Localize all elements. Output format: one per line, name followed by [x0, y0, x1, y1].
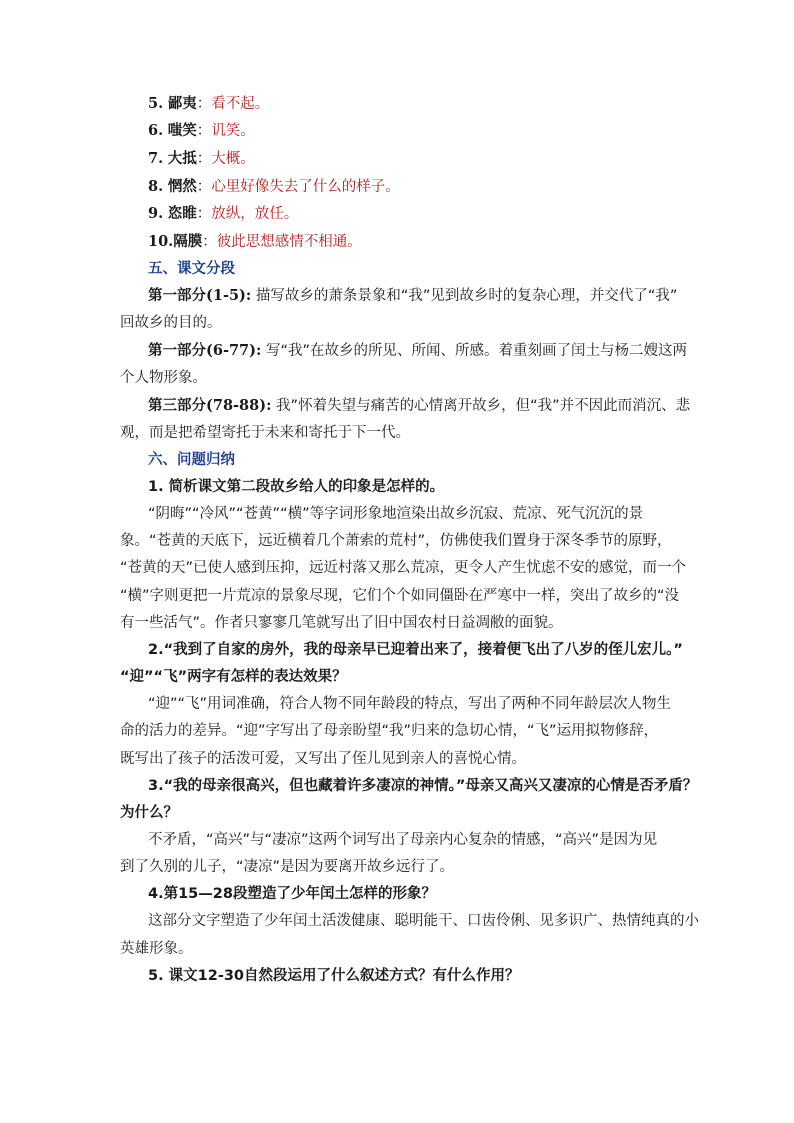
vocab-definition: 大概。 [211, 151, 255, 167]
part-label: 第三部分(78-88): [148, 397, 272, 414]
vocab-item-9 [148, 204, 298, 224]
part-1-line-2: 回故乡的目的。 [120, 315, 222, 331]
vocab-term: 惘然 [167, 179, 197, 195]
answer-3-line-1: 不矛盾，“高兴”与“凄凉”这两个词写出了母亲内心复杂的情感，“高兴”是因为见 [148, 832, 658, 848]
part-label: 第一部分(1-5): [148, 287, 252, 304]
vocab-term: 鄙夷 [167, 96, 197, 112]
answer-2-line-3: 既写出了孩子的活泼可爱，又写出了侄儿见到亲人的喜悦心情。 [120, 751, 526, 767]
part-2-line-1 [148, 341, 687, 361]
question-1: 1. 简析课文第二段故乡给人的印象是怎样的。 [148, 479, 445, 495]
vocab-number: 7. [148, 150, 164, 167]
vocab-term: 恣睢 [167, 206, 197, 222]
part-text: 我”怀着失望与痛苦的心情离开故乡，但“我”并不因此而消沉、悲 [271, 398, 691, 414]
question-2-line-2: “迎”“飞”两字有怎样的表达效果？ [120, 669, 347, 685]
answer-1-line-3: “苍黄的天”已使人感到压抑，远近村落又那么荒凉，更令人产生忧虑不安的感觉，而一个 [120, 560, 687, 576]
question-2-line-1: 2.“我到了自家的房外，我的母亲早已迎着出来了，接着便飞出了八岁的侄儿宏儿。” [148, 642, 683, 658]
part-text: 写“我”在故乡的所见、所闻、所感。着重刻画了闰土与杨二嫂这两 [261, 343, 687, 359]
part-label: 第一部分(6-77): [148, 342, 262, 359]
vocab-definition: 放纵，放任。 [211, 206, 299, 222]
answer-4-line-1: 这部分文字塑造了少年闰土活泼健康、聪明能干、口齿伶俐、见多识广、热情纯真的小 [148, 913, 699, 929]
answer-3-line-2: 到了久别的儿子，“凄凉”是因为要离开故乡远行了。 [120, 859, 455, 875]
vocab-definition: 彼此思想感情不相通。 [216, 234, 362, 250]
question-3-line-1: 3.“我的母亲很高兴，但也藏着许多凄凉的神情。”母亲又高兴又凄凉的心情是否矛盾？ [148, 778, 698, 794]
vocab-number: 6. [148, 122, 164, 139]
answer-1-line-2: 象。“苍黄的天底下，远近横着几个萧索的荒村”，仿佛使我们置身于深冬季节的原野， [120, 533, 672, 549]
question-4: 4.第15—28段塑造了少年闰土怎样的形象？ [148, 886, 436, 902]
vocab-number: 5. [148, 95, 164, 112]
vocab-number: 10. [148, 233, 174, 250]
part-text: 描写故乡的萧条景象和“我”见到故乡时的复杂心理，并交代了“我” [251, 288, 678, 304]
vocab-item-7 [148, 149, 255, 169]
vocab-separator: ： [196, 123, 212, 139]
part-3-line-1 [148, 396, 690, 416]
vocab-item-8 [148, 177, 400, 197]
question-3-line-2: 为什么？ [120, 805, 178, 821]
answer-2-line-2: 命的活力的差异。“迎”字写出了母亲盼望“我”归来的急切心情，“飞”运用拟物修辞， [120, 723, 659, 739]
vocab-separator: ： [196, 179, 212, 195]
vocab-definition: 看不起。 [211, 96, 270, 112]
answer-4-line-2: 英雄形象。 [120, 941, 193, 957]
vocab-term: 隔膜 [173, 234, 203, 250]
section-heading-paragraphing: 五、课文分段 [148, 261, 235, 277]
vocab-definition: 心里好像失去了什么的样子。 [211, 179, 400, 195]
vocab-number: 9. [148, 205, 164, 222]
vocab-item-10 [148, 232, 362, 252]
vocab-item-5 [148, 94, 269, 114]
vocab-separator: ： [202, 234, 217, 250]
part-2-line-2: 个人物形象。 [120, 370, 207, 386]
question-5: 5. 课文12-30自然段运用了什么叙述方式？有什么作用？ [148, 968, 520, 984]
vocab-term: 大抵 [167, 151, 197, 167]
answer-1-line-5: 有一些活气”。作者只寥寥几笔就写出了旧中国农村日益凋敝的面貌。 [120, 615, 563, 631]
vocab-separator: ： [196, 96, 212, 112]
vocab-definition: 讥笑。 [211, 123, 255, 139]
vocab-separator: ： [196, 206, 212, 222]
vocab-term: 嗤笑 [167, 123, 197, 139]
vocab-separator: ： [196, 151, 212, 167]
answer-1-line-4: “横”字则更把一片荒凉的景象尽现，它们个个如同僵卧在严寒中一样，突出了故乡的“没 [120, 588, 680, 604]
section-heading-questions: 六、问题归纳 [148, 452, 235, 468]
vocab-item-6 [148, 121, 255, 141]
part-1-line-1 [148, 286, 677, 306]
answer-1-line-1: “阴晦”“冷风”“苍黄”“横”等字词形象地渲染出故乡沉寂、荒凉、死气沉沉的景 [148, 506, 644, 522]
part-3-line-2: 观，而是把希望寄托于未来和寄托于下一代。 [120, 425, 410, 441]
answer-2-line-1: “迎”“飞”用词准确，符合人物不同年龄段的特点，写出了两种不同年龄层次人物生 [148, 696, 672, 712]
vocab-number: 8. [148, 178, 164, 195]
